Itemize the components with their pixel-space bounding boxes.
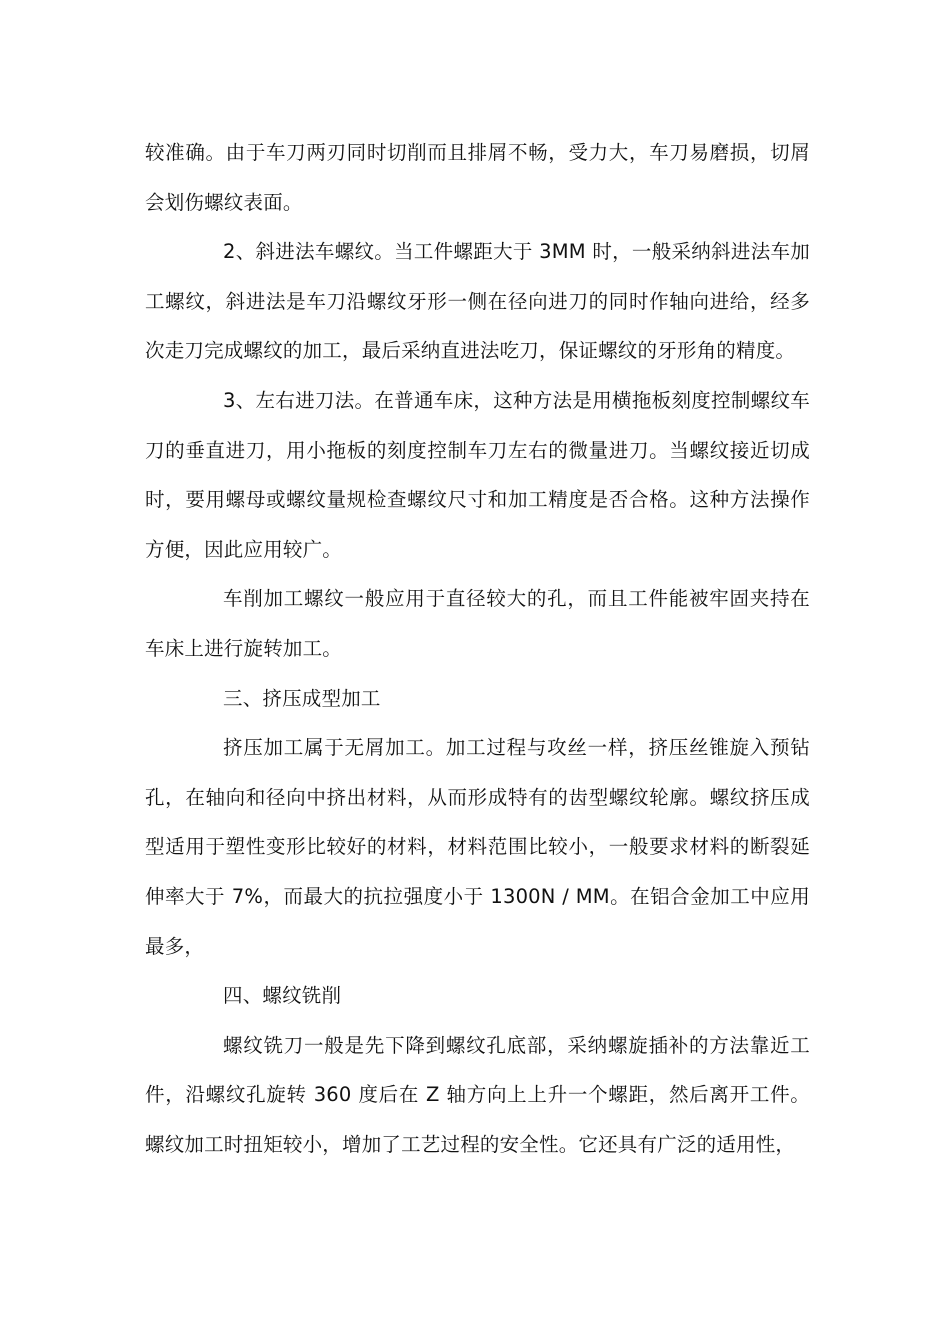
paragraph-thread-milling: 螺纹铣刀一般是先下降到螺纹孔底部，采纳螺旋插补的方法靠近工件，沿螺纹孔旋转 360 度后在 Z 轴方向上上升一个螺距，然后离开工件。螺纹加工时扭矩较小，增加了工艺过程的安全性。它还具有广泛的适用性， [145,1033,810,1156]
paragraph-oblique-feed-method: 2、斜进法车螺纹。当工件螺距大于 3MM 时，一般采纳斜进法车加工螺纹，斜进法是车刀沿螺纹牙形一侧在径向进刀的同时作轴向进给，经多次走刀完成螺纹的加工，最后采纳直进法吃刀，保证螺纹的牙形角的精度。 [145,240,810,363]
paragraph-left-right-feed-method: 3、左右进刀法。在普通车床，这种方法是用横拖板刻度控制螺纹车刀的垂直进刀，用小拖板的刻度控制车刀左右的微量进刀。当螺纹接近切成时，要用螺母或螺纹量规检查螺纹尺寸和加工精度是否合格。这种方法操作方便，因此应用较广。 [145,388,810,561]
paragraph-extrusion: 挤压加工属于无屑加工。加工过程与攻丝一样，挤压丝锥旋入预钻孔，在轴向和径向中挤出材料，从而形成特有的齿型螺纹轮廓。螺纹挤压成型适用于塑性变形比较好的材料，材料范围比较小，一般要求材料的断裂延伸率大于 7%，而最大的抗拉强度小于 1300N / MM。在铝合金加工中应用最多， [145,736,810,958]
section-heading-extrusion: 三、挤压成型加工 [223,686,381,710]
paragraph-continued: 较准确。由于车刀两刃同时切削而且排屑不畅，受力大，车刀易磨损，切屑会划伤螺纹表面。 [145,141,810,214]
paragraph-turning-summary: 车削加工螺纹一般应用于直径较大的孔，而且工件能被牢固夹持在车床上进行旋转加工。 [145,587,810,660]
document-body [145,128,810,1169]
section-heading-thread-milling: 四、螺纹铣削 [223,984,342,1008]
